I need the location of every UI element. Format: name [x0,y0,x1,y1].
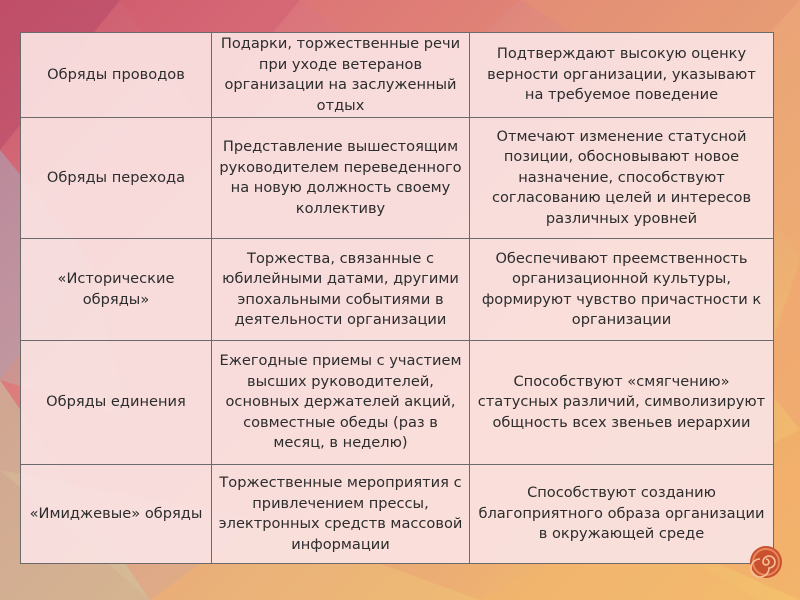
rite-name-cell [21,33,212,118]
rite-name: Обряды единения [46,393,186,411]
table-row [21,33,774,118]
rite-content-cell [212,33,470,118]
rite-name-cell [21,465,212,564]
rite-purpose-cell [470,465,774,564]
rite-content-cell [212,465,470,564]
rite-content-cell [212,341,470,465]
rite-purpose: Способствуют «смягчению» статусных различий, символизируют общность всех звеньев иерархии [477,372,766,431]
rites-table [20,32,774,564]
rite-purpose-cell [470,33,774,118]
table-row [21,239,774,341]
rite-name-cell [21,118,212,239]
rite-content: Подарки, торжественные речи при уходе ветеранов организации на заслуженный отдых [220,35,461,114]
rite-name: Обряды перехода [46,168,186,186]
rite-purpose: Способствуют созданию благоприятного образа организации в окружающей среде [478,484,765,543]
table-row [21,341,774,465]
rite-content-cell [212,118,470,239]
rite-content: Ежегодные приемы с участием высших руководителей, основных держателей акций, совместные обеды (раз в месяц, в неделю) [219,352,462,452]
table-row [21,465,774,564]
rite-name: «Имиджевые» обряды [29,504,203,522]
rite-content-cell [212,239,470,341]
rite-name: Обряды проводов [47,65,185,83]
rite-purpose: Подтверждают высокую оценку верности организации, указывают на требуемое поведение [487,45,756,104]
rite-purpose: Отмечают изменение статусной позиции, обосновывают новое назначение, способствуют согласованию целей и интересов различных уровней [491,127,752,227]
rite-purpose-cell [470,341,774,465]
rite-name: «Исторические обряды» [57,270,175,308]
rite-content: Представление вышестоящим руководителем переведенного на новую должность своему коллективу [219,138,462,217]
table-row [21,118,774,239]
spiral-logo-icon [748,544,784,580]
rite-content: Торжества, связанные с юбилейными датами, другими эпохальными событиями в деятельности организации [222,249,459,328]
rite-name-cell [21,239,212,341]
rite-purpose: Обеспечивают преемственность организационной культуры, формируют чувство причастности к организации [481,249,762,328]
rite-purpose-cell [470,239,774,341]
rite-name-cell [21,341,212,465]
rite-content: Торжественные мероприятия с привлечением прессы, электронных средств массовой информации [218,474,463,553]
rite-purpose-cell [470,118,774,239]
